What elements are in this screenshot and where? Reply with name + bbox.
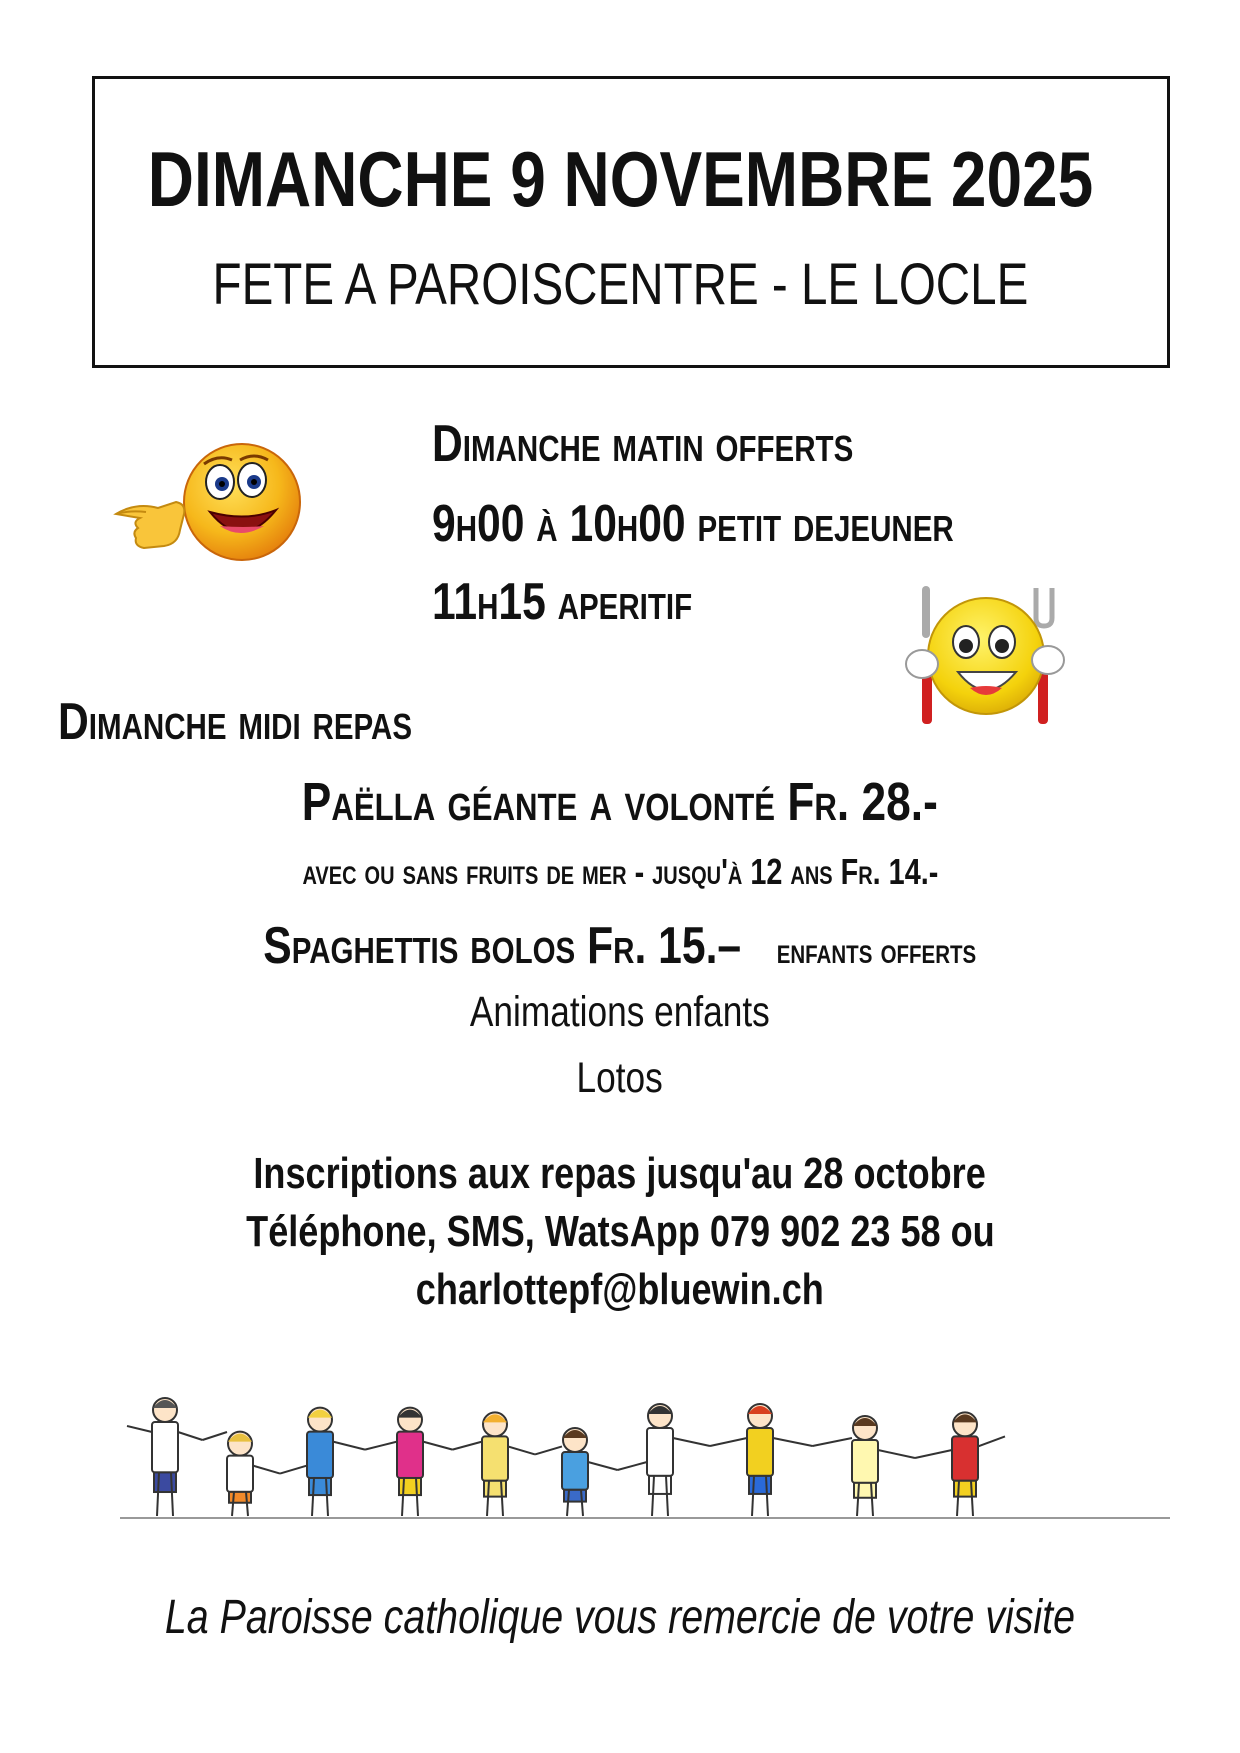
contact-phone: Téléphone, SMS, WatsApp 079 902 23 58 ou bbox=[245, 1207, 995, 1256]
child-body bbox=[647, 1428, 673, 1476]
children-animations: Animations enfants bbox=[470, 988, 770, 1036]
children-holding-hands-illustration bbox=[120, 1380, 1180, 1530]
spaghetti-children-note: enfants offerts bbox=[776, 930, 977, 971]
child-arm bbox=[423, 1442, 453, 1450]
child-arm bbox=[773, 1438, 813, 1446]
child-arm bbox=[535, 1446, 562, 1454]
child-body bbox=[227, 1456, 253, 1492]
child-body bbox=[562, 1452, 588, 1490]
thank-you-message: La Paroisse catholique vous remercie de votre visite bbox=[164, 1591, 1076, 1644]
lotos: Lotos bbox=[576, 1054, 664, 1102]
aperitif-schedule: 11h15 aperitif bbox=[432, 573, 693, 631]
morning-offer-heading: Dimanche matin offerts bbox=[432, 415, 854, 473]
child-body bbox=[852, 1440, 878, 1483]
child-arm bbox=[710, 1438, 747, 1446]
child-arm bbox=[333, 1442, 365, 1450]
child-arm bbox=[203, 1432, 228, 1440]
child-arm bbox=[813, 1438, 853, 1446]
registration-deadline: Inscriptions aux repas jusqu'au 28 octobre bbox=[253, 1149, 987, 1198]
midday-meal-heading: Dimanche midi repas bbox=[58, 693, 413, 751]
child-body bbox=[307, 1432, 333, 1478]
breakfast-schedule: 9h00 à 10h00 petit dejeuner bbox=[432, 495, 954, 553]
child-arm bbox=[508, 1446, 535, 1454]
child-arm bbox=[453, 1442, 483, 1450]
child-arm bbox=[365, 1442, 397, 1450]
child-arm bbox=[878, 1450, 915, 1458]
child-arm bbox=[253, 1466, 280, 1474]
child-arm bbox=[618, 1462, 648, 1470]
child-body bbox=[747, 1428, 773, 1476]
spaghetti-price: Spaghettis bolos Fr. 15.– bbox=[263, 917, 742, 975]
contact-email: charlottepf@bluewin.ch bbox=[415, 1265, 825, 1314]
child-arm bbox=[127, 1426, 152, 1432]
child-arm bbox=[673, 1438, 710, 1446]
event-date-title: DIMANCHE 9 NOVEMBRE 2025 bbox=[147, 135, 1093, 223]
child-body bbox=[152, 1422, 178, 1472]
child-arm bbox=[588, 1462, 618, 1470]
child-arm bbox=[978, 1436, 1005, 1446]
child-body bbox=[952, 1436, 978, 1480]
child-body bbox=[482, 1436, 508, 1480]
pointing-smiley-icon bbox=[112, 440, 312, 590]
child-arm bbox=[178, 1432, 203, 1440]
child-arm bbox=[915, 1450, 952, 1458]
child-arm bbox=[280, 1466, 307, 1474]
child-body bbox=[397, 1432, 423, 1478]
event-location-subtitle: FETE A PAROISCENTRE - LE LOCLE bbox=[212, 252, 1028, 317]
spaghetti-offer bbox=[0, 914, 1240, 983]
paella-detail: avec ou sans fruits de mer - jusqu'à 12 ans Fr. 14.- bbox=[302, 851, 938, 892]
hungry-smiley-with-cutlery-icon bbox=[900, 584, 1070, 732]
paella-offer: Paëlla géante a volonté Fr. 28.- bbox=[301, 772, 939, 832]
